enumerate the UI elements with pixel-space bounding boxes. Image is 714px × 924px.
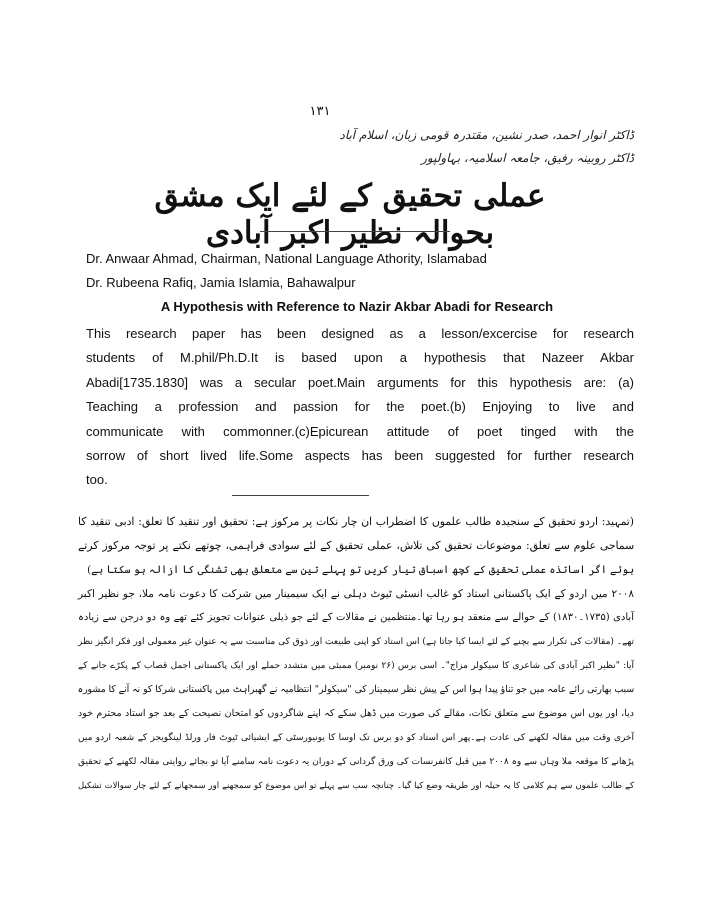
abstract-line: too. <box>86 472 108 488</box>
title-divider <box>260 231 450 232</box>
abstract-line: sorrow of short lived life.Some aspects has been suggested for further research <box>86 448 634 464</box>
urdu-body-line: دیا، اور یوں اس موضوع سے متعلق نکات، مقالے کی صورت میں ڈھل سکے کہ اپنے شاگردوں کو امتحان نصیحت کے بعد جو استاد محترم خود <box>78 708 634 719</box>
urdu-body-line: پڑھانے کا موقعہ ملا وہاں سے وہ ۲۰۰۸ میں قبل کانفرنسات کی ورق گردانی کے دوران یہ دعوت نامہ سامنے آیا تو بجائے روایتی مقالہ لکھنے کے تحقیق <box>78 757 634 767</box>
urdu-body-line: (تمہید: اردو تحقیق کے سنجیدہ طالب علموں کا اضطراب ان چار نکات پر مرکوز ہے: تحقیق اور تنقید کا تعلق: ادبی تنقید کا <box>78 515 634 528</box>
page-number: ۱۳۱ <box>309 104 331 119</box>
urdu-body-line: ۲۰۰۸ میں اردو کے ایک پاکستانی استاد کو غالب انسٹی ٹیوٹ دہلی نے ایک سیمینار میں شرکت کا دعوت نامہ ملا، جو نظیر اکبر <box>78 588 634 600</box>
abstract-line: Teaching a profession and passion for the poet.(b) Enjoying to live and <box>86 399 634 415</box>
urdu-body-line: کے طالب علموں سے ہم کلامی کا یہ حیلہ اور طریقہ وضع کیا گیا۔ چنانچہ سب سے پہلے تو اس موضوع کو سمجھنے اور سمجھانے کے لئے چار سوالات تشکیل <box>78 781 634 791</box>
urdu-title: عملی تحقیق کے لئے ایک مشق بحوالہ نظیر اکبر آبادی <box>154 178 546 252</box>
urdu-author-2: ڈاکٹر روبینہ رفیق، جامعہ اسلامیہ، بہاولپور <box>421 151 634 165</box>
abstract-divider <box>232 495 369 496</box>
abstract-line: communicate with commonner.(c)Epicurean attitude of poet tinged with the <box>86 423 634 439</box>
urdu-body-line: آیا: "نظیر اکبر آبادی کی شاعری کا سیکولر مزاج"۔ اسی برس (۲۶ نومبر) ممبئی میں متشدد حملے اور ایک پاکستانی اجمل قصاب کے پکڑے جانے کے <box>78 661 635 671</box>
urdu-body-line: آخری وقت میں مقالہ لکھنے کی عادت ہے۔پھر اس استاد کو دو برس تک اوسا کا یونیورسٹی کے ایشیائی ٹیوٹ فار ورلڈ لینگویجز کے شعبہ اردو میں <box>78 733 634 743</box>
urdu-body-line: ہوئے اگر اساتذہ عملی تحقیق کے کچھ اسباق تیار کریں تو پہلے تین سے متعلق بھی تشنگی کا ازالہ ہو سکتا ہے) <box>87 564 634 576</box>
urdu-body-line: سبب بھارتی رائے عامہ میں جو تناؤ پیدا ہوا اس کے پیش نظر سیمینار کی "سیکولر" انتظامیہ نے گھبراہٹ میں پاکستانی شرکا کو نہ آنے کا مشورہ <box>77 684 634 695</box>
urdu-body-line: آبادی (۱۷۳۵۔۱۸۳۰) کے حوالے سے منعقد ہو رہا تھا۔منتظمین نے مقالات کے لئے جو ذیلی عنوانات تجویز کئے تھے وہ دو درجن سے زیادہ <box>78 612 634 623</box>
abstract-title: A Hypothesis with Reference to Nazir Akbar Abadi for Research <box>160 299 554 314</box>
abstract <box>86 322 634 493</box>
english-author-1: Dr. Anwaar Ahmad, Chairman, National Language Athority, Islamabad <box>86 251 487 266</box>
urdu-body-line: سماجی علوم سے تعلق: موضوعات تحقیق کی تلاش، عملی تحقیق کے لئے سوادی فراہمی، چوتھے نکتے پر توجہ مرکوز کرتے <box>78 539 634 552</box>
urdu-author-1: ڈاکٹر انوار احمد، صدر نشین، مقتدرہ قومی زبان، اسلام آباد <box>339 128 634 142</box>
english-author-2: Dr. Rubeena Rafiq, Jamia Islamia, Bahawalpur <box>86 275 356 290</box>
abstract-line: Abadi[1735.1830] was a secular poet.Main arguments for this hypothesis are: (a) <box>86 374 634 390</box>
urdu-body-line: تھے۔ (مقالات کی تکرار سے بچنے کے لئے ایسا کیا جاتا ہے) اس استاد کو اپنی طبیعت اور ذوق کی مناسبت سے یہ عنوان غیر معمولی اور فکر انگیز نظر <box>78 637 634 647</box>
abstract-line: This research paper has been designed as a lesson/excercise for research <box>86 326 634 341</box>
abstract-line: students of M.phil/Ph.D.It is based upon a hypothesis that Nazeer Akbar <box>86 350 634 366</box>
